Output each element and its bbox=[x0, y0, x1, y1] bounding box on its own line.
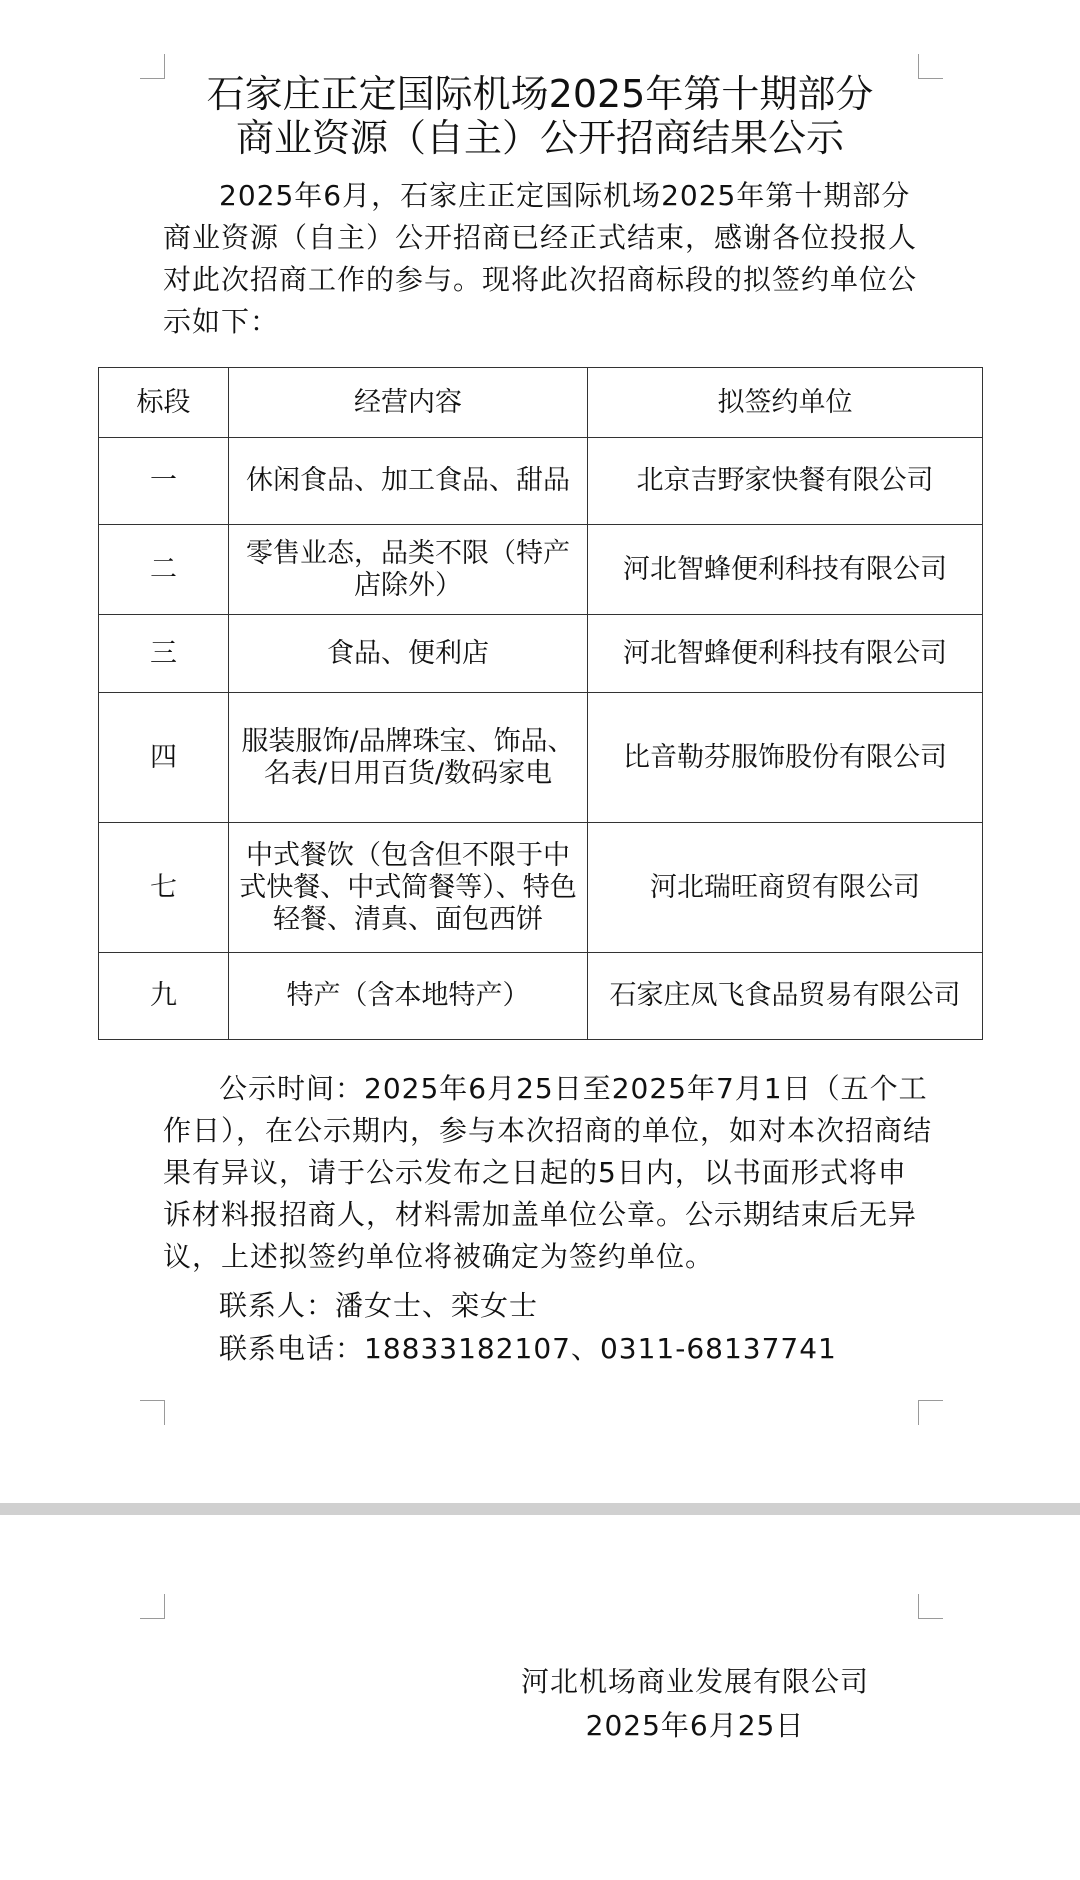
page-corner-mark bbox=[918, 1400, 943, 1425]
table-row bbox=[99, 693, 983, 823]
table-row bbox=[99, 615, 983, 693]
page-divider bbox=[0, 1503, 1080, 1515]
contact-person: 联系人：潘女士、栾女士 bbox=[219, 1289, 539, 1322]
cell-section: 四 bbox=[99, 693, 229, 823]
cell-section: 三 bbox=[99, 615, 229, 693]
cell-section: 七 bbox=[99, 823, 229, 953]
table-row bbox=[99, 438, 983, 525]
cell-company: 北京吉野家快餐有限公司 bbox=[588, 438, 983, 525]
header-section: 标段 bbox=[99, 368, 229, 438]
title-line-2: 商业资源（自主）公开招商结果公示 bbox=[235, 116, 844, 160]
table-row bbox=[99, 953, 983, 1040]
intro-paragraph: 2025年6月，石家庄正定国际机场2025年第十期部分商业资源（自主）公开招商已经正式结束，感谢各位投报人对此次招商工作的参与。现将此次招商标段的拟签约单位公示如下： bbox=[163, 179, 918, 338]
cell-section: 二 bbox=[99, 525, 229, 615]
document-title bbox=[160, 72, 920, 160]
cell-section: 一 bbox=[99, 438, 229, 525]
results-table bbox=[98, 367, 983, 1040]
cell-company: 河北瑞旺商贸有限公司 bbox=[588, 823, 983, 953]
cell-content: 特产（含本地特产） bbox=[229, 953, 588, 1040]
signature-block bbox=[520, 1660, 870, 1748]
cell-company: 河北智蜂便利科技有限公司 bbox=[588, 525, 983, 615]
cell-content: 休闲食品、加工食品、甜品 bbox=[229, 438, 588, 525]
page-corner-mark bbox=[918, 1594, 943, 1619]
title-line-1: 石家庄正定国际机场2025年第十期部分 bbox=[206, 72, 874, 116]
cell-company: 比音勒芬服饰股份有限公司 bbox=[588, 693, 983, 823]
cell-content: 零售业态，品类不限（特产店除外） bbox=[229, 525, 588, 615]
cell-content: 食品、便利店 bbox=[229, 615, 588, 693]
cell-company: 河北智蜂便利科技有限公司 bbox=[588, 615, 983, 693]
cell-content: 服装服饰/品牌珠宝、饰品、名表/日用百货/数码家电 bbox=[229, 693, 588, 823]
header-company: 拟签约单位 bbox=[588, 368, 983, 438]
notice-paragraph: 公示时间：2025年6月25日至2025年7月1日（五个工作日），在公示期内，参与本次招商的单位，如对本次招商结果有异议，请于公示发布之日起的5日内，以书面形式将申诉材料报招商人，材料需加盖单位公章。公示期结束后无异议，上述拟签约单位将被确定为签约单位。 bbox=[163, 1072, 933, 1273]
table-row bbox=[99, 823, 983, 953]
table-row bbox=[99, 525, 983, 615]
issue-date: 2025年6月25日 bbox=[585, 1709, 805, 1742]
cell-content: 中式餐饮（包含但不限于中式快餐、中式简餐等）、特色轻餐、清真、面包西饼 bbox=[229, 823, 588, 953]
header-content: 经营内容 bbox=[229, 368, 588, 438]
cell-company: 石家庄凤飞食品贸易有限公司 bbox=[588, 953, 983, 1040]
page-corner-mark bbox=[140, 1594, 165, 1619]
issuer-company: 河北机场商业发展有限公司 bbox=[520, 1665, 869, 1698]
table-header-row bbox=[99, 368, 983, 438]
page-corner-mark bbox=[918, 54, 943, 79]
cell-section: 九 bbox=[99, 953, 229, 1040]
contact-phone: 联系电话：18833182107、0311-68137741 bbox=[219, 1332, 837, 1365]
page-corner-mark bbox=[140, 1400, 165, 1425]
